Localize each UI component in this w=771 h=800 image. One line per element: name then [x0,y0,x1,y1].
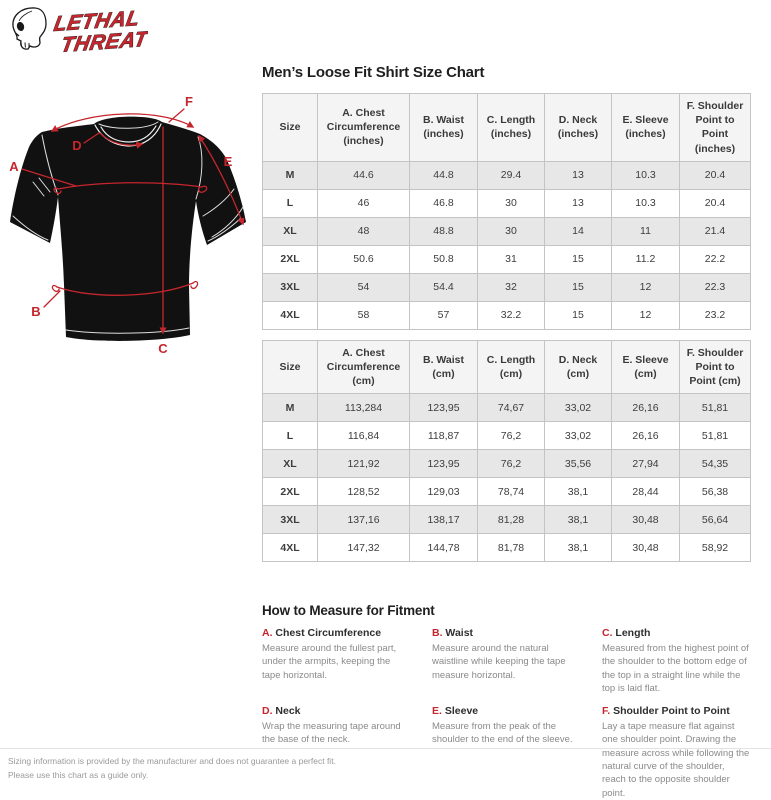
value-cell: 44.8 [410,161,478,189]
measure-description: Measure from the peak of the shoulder to the end of the sleeve. [432,721,573,746]
measure-letter: A. [262,627,273,639]
size-cell: L [263,189,318,217]
value-cell: 12 [612,273,680,301]
size-cell: 2XL [263,245,318,273]
size-cell: 4XL [263,534,318,562]
value-cell: 51,81 [680,422,751,450]
value-cell: 31 [478,245,545,273]
measure-letter: E. [432,705,442,718]
inches-size-table [262,93,751,330]
value-cell: 54,35 [680,450,751,478]
measure-letter: B. [432,627,443,639]
label-shoulder: F [185,94,193,109]
value-cell: 27,94 [612,450,680,478]
table-row [263,217,751,245]
label-waist: B [31,304,41,319]
measure-instruction [602,627,750,695]
measure-instruction-title [602,627,750,639]
value-cell: 147,32 [318,534,410,562]
measure-instruction [432,627,580,695]
column-header: D. Neck (inches) [545,94,612,162]
measure-instruction-title [262,705,410,717]
value-cell: 48.8 [410,217,478,245]
value-cell: 21.4 [680,217,751,245]
value-cell: 20.4 [680,189,751,217]
brand-name-line2: THREAT [59,26,148,57]
value-cell: 28,44 [612,478,680,506]
column-header: C. Length (cm) [478,340,545,394]
value-cell: 54.4 [410,273,478,301]
measure-name: Waist [442,627,474,639]
value-cell: 50.6 [318,245,410,273]
size-cell: XL [263,450,318,478]
value-cell: 46.8 [410,189,478,217]
value-cell: 54 [318,273,410,301]
column-header: E. Sleeve (inches) [612,94,680,162]
value-cell: 22.3 [680,273,751,301]
measure-name: Chest Circumference [272,627,382,639]
disclaimer-line2: Please use this chart as a guide only. [8,769,149,780]
value-cell: 14 [545,217,612,245]
value-cell: 30 [478,217,545,245]
value-cell: 15 [545,245,612,273]
column-header: D. Neck (cm) [545,340,612,394]
value-cell: 11 [612,217,680,245]
measure-instruction-title [432,627,580,639]
value-cell: 81,28 [478,506,545,534]
measure-description: Measured from the highest point of the shoulder to the bottom edge of the top in a straight line while the top is laid flat. [602,643,749,694]
value-cell: 58,92 [680,534,751,562]
value-cell: 56,64 [680,506,751,534]
table-row [263,450,751,478]
column-header: Size [263,94,318,162]
table-row [263,478,751,506]
size-cell: 4XL [263,301,318,329]
brand-name-line1: LETHAL [52,6,142,36]
footer-divider [0,748,771,749]
shirt-measurement-diagram [0,85,260,365]
value-cell: 32.2 [478,301,545,329]
value-cell: 46 [318,189,410,217]
measure-name: Neck [272,705,301,718]
disclaimer-line1: Sizing information is provided by the manufacturer and does not guarantee a perfect fit. [8,756,336,766]
value-cell: 78,74 [478,478,545,506]
table-row [263,161,751,189]
value-cell: 121,92 [318,450,410,478]
value-cell: 29.4 [478,161,545,189]
label-neck: D [72,138,82,153]
value-cell: 48 [318,217,410,245]
table-row [263,189,751,217]
label-sleeve: E [223,154,233,169]
size-cell: 3XL [263,506,318,534]
footer-disclaimer [8,755,336,782]
brand-logo [8,5,148,57]
size-chart-content [262,60,750,799]
column-header: B. Waist (inches) [410,94,478,162]
value-cell: 15 [545,273,612,301]
measure-instruction [602,705,750,800]
value-cell: 123,95 [410,450,478,478]
value-cell: 33,02 [545,422,612,450]
value-cell: 116,84 [318,422,410,450]
value-cell: 113,284 [318,394,410,422]
skull-icon [13,8,46,49]
how-to-measure-title: How to Measure for Fitment [262,603,435,618]
table-row [263,394,751,422]
value-cell: 30 [478,189,545,217]
value-cell: 38,1 [545,506,612,534]
value-cell: 118,87 [410,422,478,450]
measure-instruction-title [432,705,580,717]
value-cell: 33,02 [545,394,612,422]
value-cell: 44.6 [318,161,410,189]
value-cell: 15 [545,301,612,329]
measure-letter: C. [602,627,613,639]
value-cell: 137,16 [318,506,410,534]
measure-letter: F. [602,705,611,718]
value-cell: 58 [318,301,410,329]
measure-instruction-title [262,627,410,639]
tshirt-silhouette [10,117,246,341]
measure-instruction-title [602,705,750,717]
value-cell: 51,81 [680,394,751,422]
value-cell: 13 [545,189,612,217]
column-header: A. Chest Circumference (inches) [318,94,410,162]
size-cell: 2XL [263,478,318,506]
cm-size-table [262,340,751,563]
value-cell: 123,95 [410,394,478,422]
value-cell: 76,2 [478,422,545,450]
measure-name: Shoulder Point to Point [610,705,730,718]
column-header: F. Shoulder Point to Point (cm) [680,340,751,394]
value-cell: 11.2 [612,245,680,273]
column-header: B. Waist (cm) [410,340,478,394]
value-cell: 35,56 [545,450,612,478]
column-header: E. Sleeve (cm) [612,340,680,394]
measure-description: Lay a tape measure flat against one shoulder point. Drawing the measure across while following the natural curve of the shoulder, reach to the opposite shoulder point. [602,721,750,799]
value-cell: 32 [478,273,545,301]
value-cell: 56,38 [680,478,751,506]
table-row [263,506,751,534]
value-cell: 26,16 [612,394,680,422]
value-cell: 74,67 [478,394,545,422]
value-cell: 38,1 [545,534,612,562]
value-cell: 128,52 [318,478,410,506]
value-cell: 30,48 [612,534,680,562]
lethal-threat-logo [8,5,148,57]
value-cell: 81,78 [478,534,545,562]
page-title: Men’s Loose Fit Shirt Size Chart [262,64,485,81]
label-chest: A [9,159,19,174]
column-header: Size [263,340,318,394]
table-row [263,422,751,450]
value-cell: 10.3 [612,189,680,217]
value-cell: 26,16 [612,422,680,450]
value-cell: 57 [410,301,478,329]
value-cell: 138,17 [410,506,478,534]
value-cell: 10.3 [612,161,680,189]
measure-instruction [432,705,580,800]
measure-description: Measure around the fullest part, under the armpits, keeping the tape horizontal. [262,643,397,681]
table-row [263,245,751,273]
measure-description: Measure around the natural waistline while keeping the tape measure horizontal. [432,643,566,681]
measure-instruction [262,627,410,695]
column-header: A. Chest Circumference (cm) [318,340,410,394]
table-row [263,301,751,329]
value-cell: 38,1 [545,478,612,506]
column-header: F. Shoulder Point to Point (inches) [680,94,751,162]
value-cell: 30,48 [612,506,680,534]
size-cell: L [263,422,318,450]
value-cell: 12 [612,301,680,329]
value-cell: 144,78 [410,534,478,562]
measure-instruction [262,705,410,800]
table-row [263,273,751,301]
size-cell: 3XL [263,273,318,301]
size-cell: XL [263,217,318,245]
measure-description: Wrap the measuring tape around the base of the neck. [262,721,401,746]
size-cell: M [263,394,318,422]
value-cell: 129,03 [410,478,478,506]
value-cell: 76,2 [478,450,545,478]
value-cell: 50.8 [410,245,478,273]
column-header: C. Length (inches) [478,94,545,162]
measure-name: Sleeve [441,705,479,718]
measure-letter: D. [262,705,273,718]
value-cell: 13 [545,161,612,189]
measure-name: Length [612,627,651,639]
value-cell: 22.2 [680,245,751,273]
value-cell: 23.2 [680,301,751,329]
size-cell: M [263,161,318,189]
value-cell: 20.4 [680,161,751,189]
table-row [263,534,751,562]
label-length: C [158,341,168,356]
